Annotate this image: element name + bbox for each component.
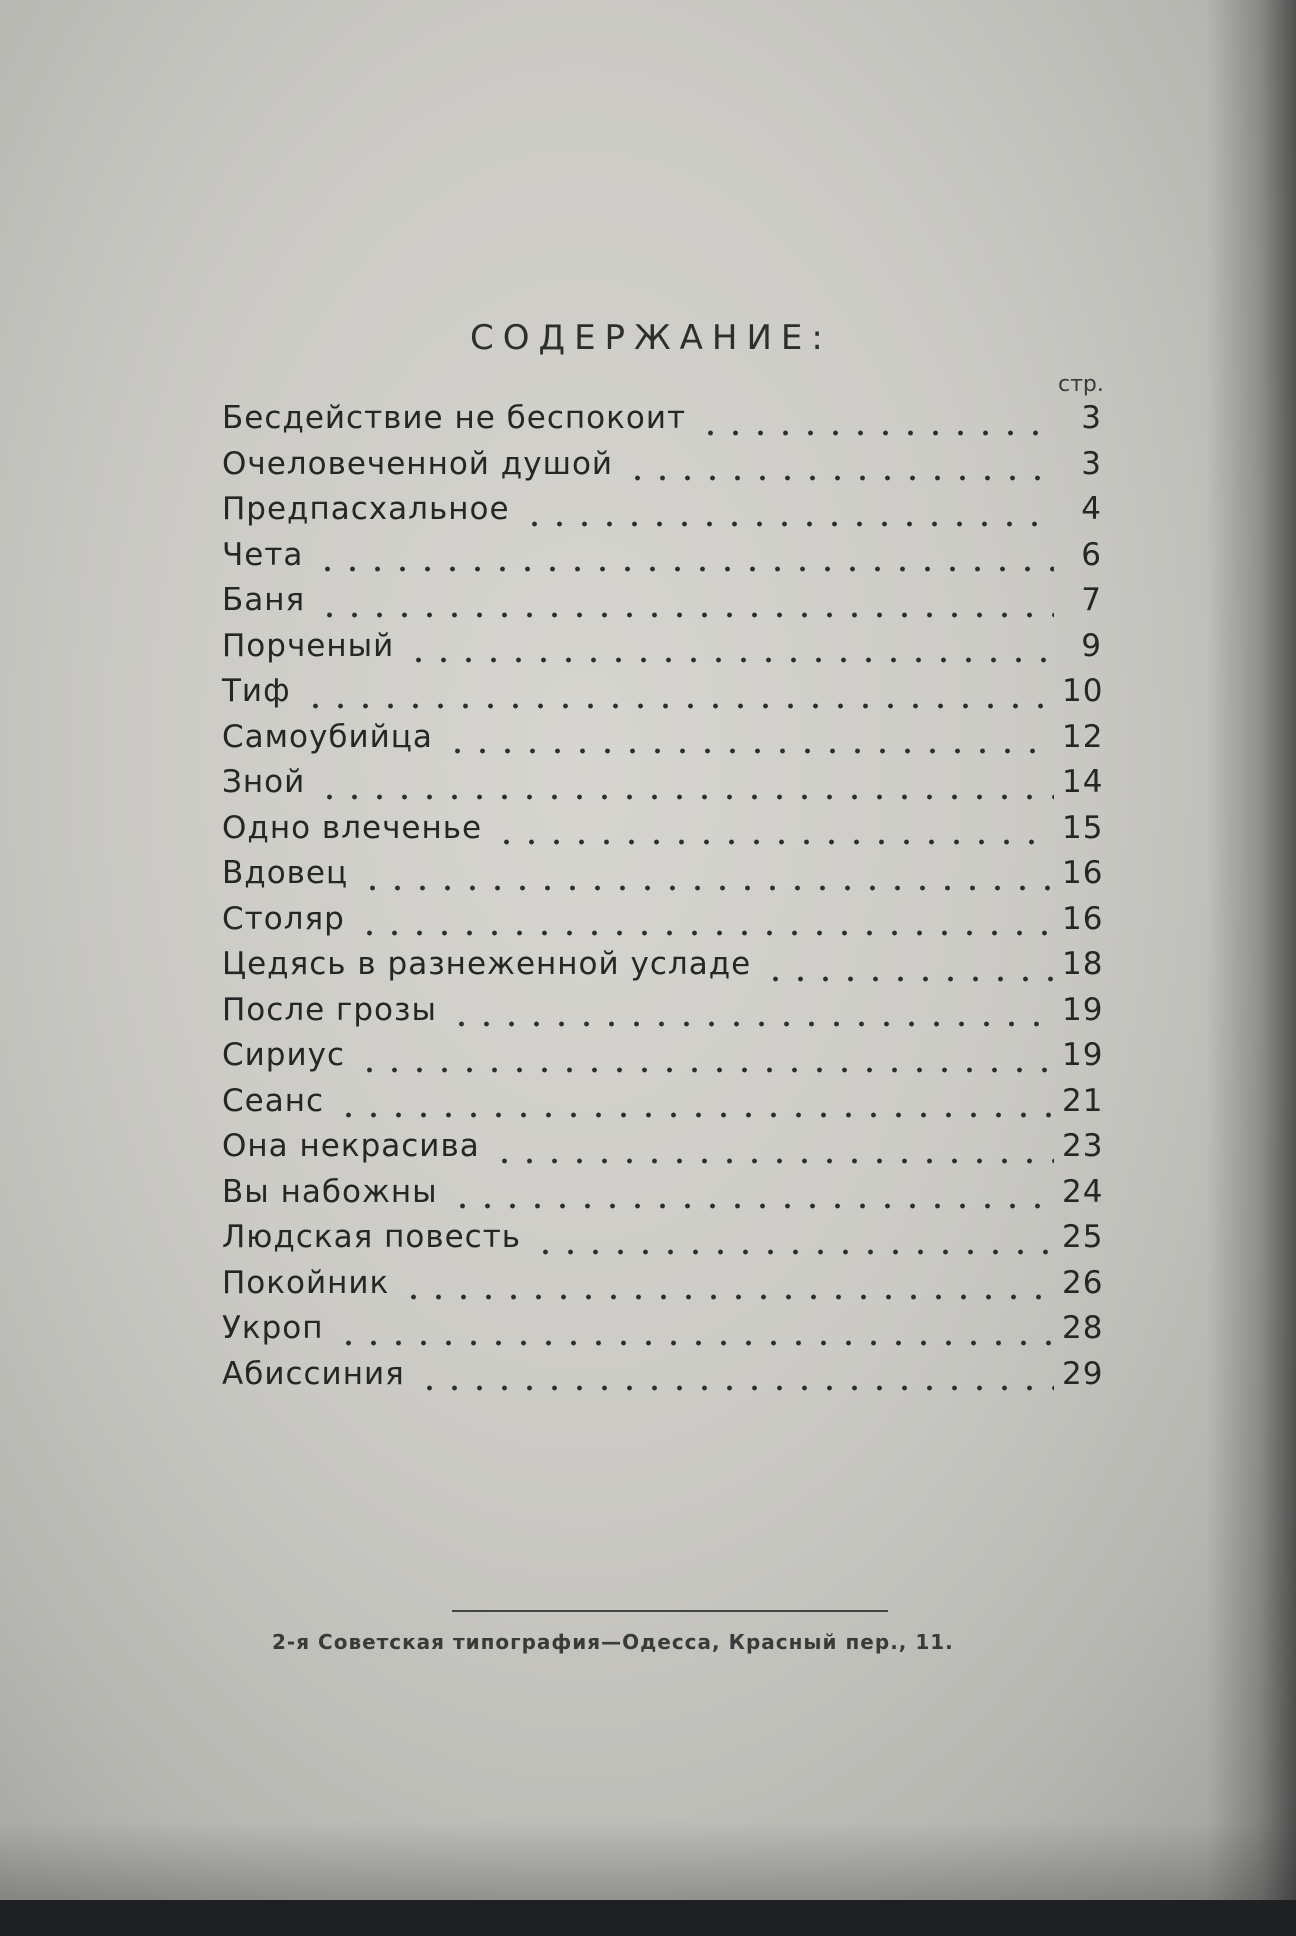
toc-entry-page: 16 <box>1062 900 1104 937</box>
toc-entry-page: 29 <box>1062 1355 1104 1392</box>
dot-leader <box>357 1066 1054 1074</box>
toc-title: СОДЕРЖАНИЕ: <box>470 318 832 358</box>
toc-entry-page: 26 <box>1062 1264 1104 1301</box>
toc-entry-page: 7 <box>1081 582 1102 618</box>
footer-rule <box>452 1610 888 1612</box>
toc-entry-title: Тиф <box>222 673 291 709</box>
toc-entry <box>222 1083 1102 1129</box>
toc-entry <box>222 1174 1102 1220</box>
dot-leader <box>625 474 1054 482</box>
toc-entry <box>222 855 1102 901</box>
toc-entry-title: Одно влеченье <box>222 809 483 846</box>
dot-leader <box>449 1020 1054 1028</box>
dot-leader <box>533 1248 1054 1256</box>
dot-leader <box>450 1202 1054 1210</box>
toc-entry-title: Абиссиния <box>222 1355 405 1392</box>
toc-entry-title: Самоубийца <box>222 718 433 755</box>
page-shadow-edge <box>1206 0 1296 1900</box>
dot-leader <box>763 975 1054 983</box>
toc-entry <box>222 1219 1102 1265</box>
dot-leader <box>445 747 1054 755</box>
toc-entry <box>222 400 1102 446</box>
toc-entry <box>222 946 1102 992</box>
toc-entry <box>222 764 1102 810</box>
dot-leader <box>315 565 1054 573</box>
toc-entry <box>222 1037 1102 1083</box>
toc-entry-page: 24 <box>1062 1173 1104 1210</box>
toc-entry-page: 25 <box>1062 1219 1104 1255</box>
toc-entry-title: Вдовец <box>222 855 349 891</box>
toc-entry-page: 18 <box>1062 946 1104 982</box>
toc-entry-page: 9 <box>1081 627 1102 664</box>
toc-entry-page: 3 <box>1081 445 1102 482</box>
toc-entry <box>222 1356 1102 1402</box>
toc-entry-title: Сеанс <box>222 1082 325 1119</box>
dot-leader <box>303 702 1054 710</box>
toc-entry-title: Цедясь в разнеженной усладе <box>222 946 752 982</box>
dot-leader <box>417 1384 1054 1392</box>
toc-entry <box>222 446 1102 492</box>
toc-entry <box>222 673 1102 719</box>
dot-leader <box>360 884 1054 892</box>
dot-leader <box>522 520 1054 528</box>
page-column-label: стр. <box>1058 372 1104 397</box>
toc-entry-page: 28 <box>1062 1310 1104 1346</box>
toc-entry-page: 4 <box>1081 491 1102 527</box>
toc-entry-title: Укроп <box>222 1310 324 1346</box>
dot-leader <box>494 838 1054 846</box>
toc-entry-title: Покойник <box>222 1264 390 1301</box>
toc-entry-page: 19 <box>1062 991 1104 1028</box>
toc-entry <box>222 1128 1102 1174</box>
dot-leader <box>317 793 1054 801</box>
toc-entry <box>222 810 1102 856</box>
dot-leader <box>357 929 1054 937</box>
toc-entry-page: 16 <box>1062 855 1104 891</box>
toc-entry-title: Чета <box>222 536 304 573</box>
toc-entry <box>222 537 1102 583</box>
toc-entry <box>222 1310 1102 1356</box>
toc-entry-title: Предпасхальное <box>222 491 510 527</box>
dot-leader <box>406 656 1054 664</box>
toc-entry <box>222 992 1102 1038</box>
toc-entry-page: 15 <box>1062 809 1104 846</box>
toc-entry <box>222 491 1102 537</box>
toc-list <box>222 400 1102 1401</box>
toc-entry-title: Бесдействие не беспокоит <box>222 400 687 436</box>
toc-entry-page: 19 <box>1062 1037 1104 1073</box>
toc-entry-page: 12 <box>1062 718 1104 755</box>
dot-leader <box>336 1339 1054 1347</box>
dot-leader <box>336 1111 1054 1119</box>
toc-entry-title: После грозы <box>222 991 437 1028</box>
toc-entry <box>222 1265 1102 1311</box>
dot-leader <box>698 429 1054 437</box>
toc-entry-title: Сириус <box>222 1037 346 1073</box>
printer-imprint: 2-я Советская типография—Одесса, Красный пер., 11. <box>272 1630 954 1654</box>
toc-entry-title: Баня <box>222 582 306 618</box>
toc-entry-title: Очеловеченной душой <box>222 445 614 482</box>
toc-entry-page: 10 <box>1062 673 1104 709</box>
toc-entry-title: Зной <box>222 764 306 800</box>
toc-entry-title: Порченый <box>222 627 395 664</box>
toc-entry-page: 23 <box>1062 1128 1104 1164</box>
toc-entry <box>222 582 1102 628</box>
page-shadow-bottom <box>0 1820 1296 1900</box>
toc-entry-title: Столяр <box>222 900 345 937</box>
toc-entry <box>222 901 1102 947</box>
book-binding <box>0 1900 1296 1936</box>
toc-entry <box>222 628 1102 674</box>
toc-entry-title: Она некрасива <box>222 1128 480 1164</box>
toc-entry <box>222 719 1102 765</box>
toc-entry-page: 6 <box>1081 536 1102 573</box>
toc-entry-page: 21 <box>1062 1082 1104 1119</box>
toc-entry-title: Вы набожны <box>222 1173 438 1210</box>
toc-entry-title: Людская повесть <box>222 1219 522 1255</box>
dot-leader <box>401 1293 1054 1301</box>
toc-entry-page: 14 <box>1062 764 1104 800</box>
dot-leader <box>492 1157 1054 1165</box>
toc-entry-page: 3 <box>1081 400 1102 436</box>
dot-leader <box>317 611 1054 619</box>
